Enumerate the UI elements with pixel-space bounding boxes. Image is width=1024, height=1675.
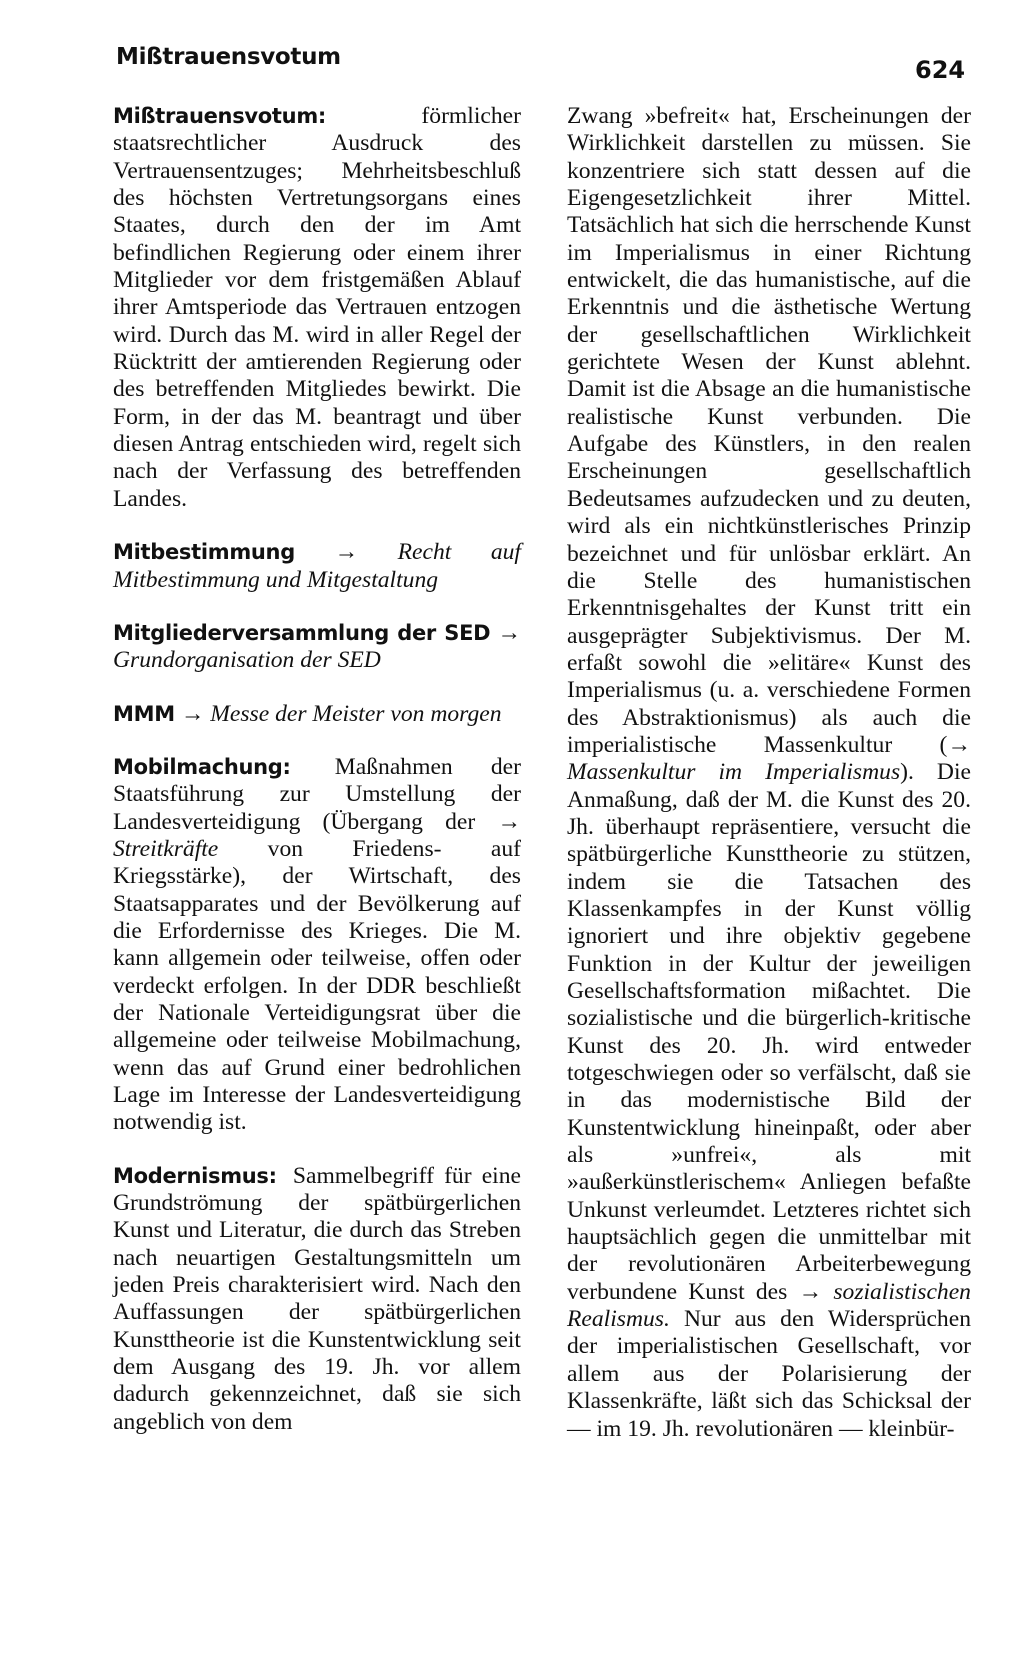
page-number: 624 [915,56,966,84]
entry-text: ). Die Anmaßung, daß der M. die Kunst des 20. Jh. überhaupt repräsentiere, versucht die spätbürgerliche Kunsttheorie zu stützen, indem sie die Tatsachen des Klassenkampfes in der Kunst völlig ignoriert und ihre objektiv gegebene Funktion in der Kultur der jeweiligen Gesellschaftsformation mißachtet. Die sozialistische und die bürgerlich-kritische Kunst des 20. Jh. wird entweder totgeschwiegen oder so verfälscht, daß sie in das modernistische Bild der Kunstentwicklung hineinpaßt, oder aber als »unfrei«, als mit »außerkünstlerischem« Anliegen befaßte Unkunst verleumdet. Letzteres richtet sich hauptsächlich gegen die unmittelbar mit der revolutionären Arbeiterbewegung verbundene Kunst des [567,759,971,1305]
running-head: Mißtrauensvotum [116,44,341,70]
cross-reference-link[interactable]: Streitkräfte [113,835,219,862]
entry-term: Modernismus: [113,1163,277,1188]
cross-reference-arrow-icon: → [334,539,359,566]
entry-text: Sammelbegriff für eine Grundströmung der spätbürgerlichen Kunst und Literatur, die durch das Streben nach neuartigen Gestaltungsmitteln um jeden Preis charakterisiert wird. Nach den Auffassungen der spätbürgerlichen Kunsttheorie ist die Kunstentwicklung seit dem Ausgang des 19. Jh. vor allem dadurch gekennzeichnet, daß sie sich angeblich von dem [113,1162,521,1435]
cross-reference-link[interactable]: Grundorganisation der SED [113,647,381,674]
cross-reference-arrow-icon: → [180,700,205,727]
entry-mmm [113,701,521,728]
entry-text: Zwang »befreit« hat, Erscheinungen der Wirklichkeit darstellen zu müssen. Sie konzentriere sich statt dessen auf die Eigengesetzlichkeit ihrer Mittel. Tatsächlich hat sich die herrschende Kunst im Imperialismus in einer Richtung entwickelt, die das humanistische, auf die Erkenntnis und die ästhetische Wertung der gesellschaftlichen Wirklichkeit gerichtete Wesen der Kunst ablehnt. Damit ist die Absage an die humanistische realistische Kunst verbunden. Die Aufgabe des Künstlers, in den realen Erscheinungen gesellschaftlich Bedeutsames aufzudecken und zu deuten, wird als ein nichtkünstlerisches Prinzip bezeichnet und für unlösbar erklärt. An die Stelle des humanistischen Erkenntnisgehaltes der Kunst tritt ein ausgeprägter Subjektivismus. Der M. erfaßt sowohl die »elitäre« Kunst des Imperialismus (u. a. verschiedene Formen des Abstraktionismus) als auch die imperialistische Massenkultur ( [567,103,971,758]
entry-term: Mobilmachung: [113,754,291,779]
cross-reference-arrow-icon: → [947,731,971,758]
right-column [567,103,971,1443]
entry-term: Mitgliederversammlung der SED [113,620,491,645]
cross-reference-arrow-icon: → [798,1278,823,1305]
entry-term: Mitbestimmung [113,540,295,565]
entry-text: Maßnahmen der Staatsführung zur Umstellung der Landesverteidigung (Übergang der [113,753,521,835]
cross-reference-link[interactable]: Massenkultur im Imperialismus [567,759,901,786]
cross-reference-link[interactable]: Recht auf Mitbestimmung und Mitgestaltung [113,539,521,593]
entry-text: Nur aus den Widersprüchen der imperialistischen Gesellschaft, vor allem aus der Polarisierung der Klassenkräfte, läßt sich das Schicksal der — im 19. Jh. revolutionären — kleinbür- [567,1306,972,1442]
entry-mobilmachung [113,754,521,1137]
cross-reference-arrow-icon: → [497,619,521,646]
entry-continuation [567,103,971,1443]
cross-reference-link[interactable]: sozialistischen Realismus. [567,1278,971,1333]
entry-text: von Friedens- auf Kriegsstärke), der Wirtschaft, des Staatsapparates und der Bevölkerung auf die Erfordernisse des Krieges. Die M. kann allgemein oder teilweise, offen oder verdeckt erfolgen. In der DDR beschließt der Nationale Verteidigungsrat über die allgemeine oder teilweise Mobilmachung, wenn das auf Grund einer bedrohlichen Lage im Interesse der Landesverteidigung notwendig ist. [113,835,521,1136]
entry-text: förmlicher staatsrechtlicher Ausdruck des Vertrauensentzuges; Mehrheitsbeschluß des höchsten Vertretungsorgans eines Staates, durch den der im Amt befindlichen Regierung oder einem ihrer Mitglieder vor dem fristgemäßen Ablauf ihrer Amtsperiode das Vertrauen entzogen wird. Durch das M. wird in aller Regel der Rücktritt der amtierenden Regierung oder des betreffenden Mitgliedes bewirkt. Die Form, in der das M. beantragt und über diesen Antrag entschieden wird, regelt sich nach der Verfassung des betreffenden Landes. [113,103,521,512]
entry-misstrauensvotum [113,103,521,513]
cross-reference-arrow-icon: → [497,808,521,835]
entry-term: MMM [113,701,175,726]
entry-mitbestimmung [113,539,521,594]
left-column [113,103,521,1462]
cross-reference-link[interactable]: Messe der Meister von morgen [210,700,502,727]
entry-modernismus [113,1163,521,1436]
entry-term: Mißtrauensvotum: [113,104,326,128]
entry-mitgliederversammlung [113,620,521,675]
